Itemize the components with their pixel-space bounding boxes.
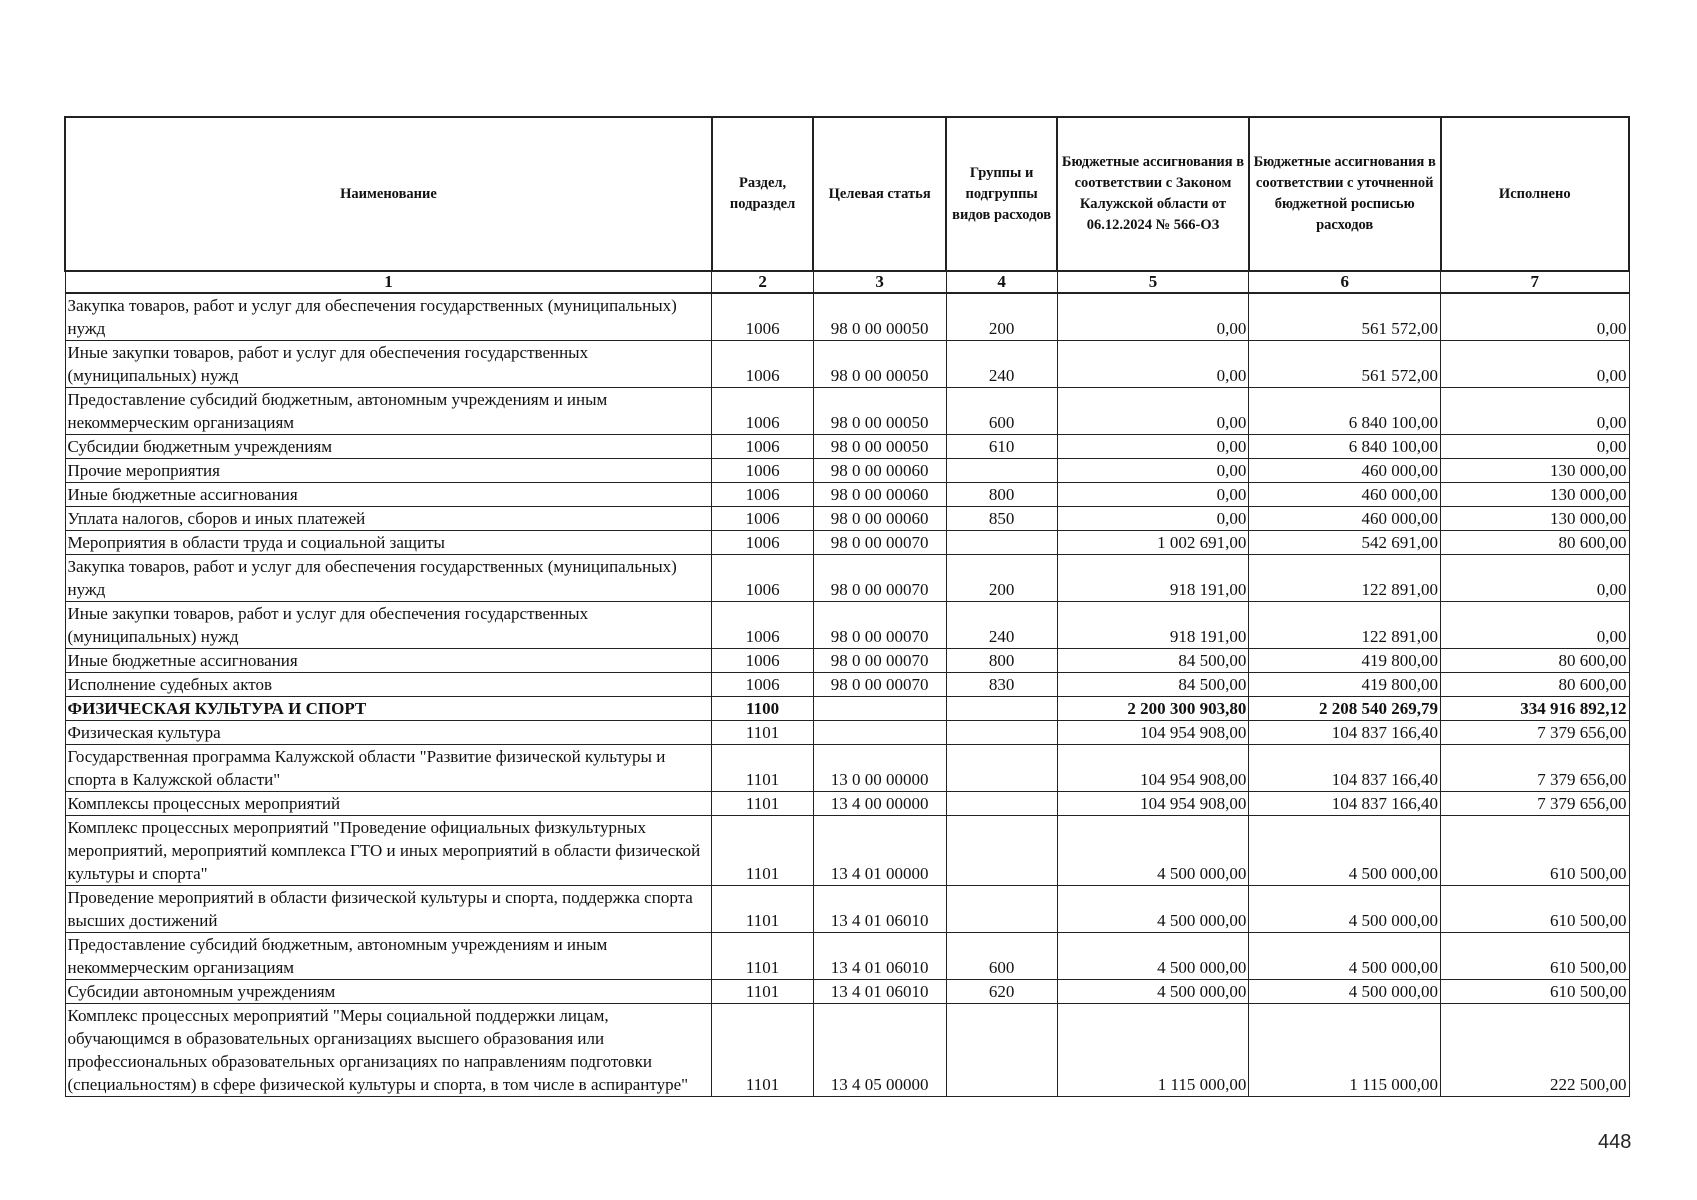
cell-executed-amount: 610 500,00: [1441, 933, 1629, 980]
cell-law-amount: 0,00: [1057, 293, 1249, 341]
cell-law-amount: 104 954 908,00: [1057, 721, 1249, 745]
cell-group: [946, 459, 1057, 483]
cell-executed-amount: 610 500,00: [1441, 816, 1629, 886]
table-row: [65, 673, 1629, 697]
cell-section: 1101: [712, 792, 813, 816]
cell-refined-amount: 4 500 000,00: [1249, 980, 1441, 1004]
header-executed: Исполнено: [1441, 117, 1629, 271]
cell-target: [813, 721, 946, 745]
table-row: [65, 697, 1629, 721]
cell-refined-amount: 2 208 540 269,79: [1249, 697, 1441, 721]
cell-section: 1101: [712, 933, 813, 980]
cell-name: Предоставление субсидий бюджетным, автономным учреждениям и иным некоммерческим организациям: [65, 933, 712, 980]
cell-target: 13 4 05 00000: [813, 1004, 946, 1097]
cell-section: 1101: [712, 886, 813, 933]
cell-group: 200: [946, 293, 1057, 341]
cell-target: 98 0 00 00060: [813, 483, 946, 507]
cell-section: 1006: [712, 388, 813, 435]
cell-executed-amount: 7 379 656,00: [1441, 721, 1629, 745]
table-row: [65, 341, 1629, 388]
cell-name: Исполнение судебных актов: [65, 673, 712, 697]
cell-executed-amount: 0,00: [1441, 341, 1629, 388]
table-row: [65, 933, 1629, 980]
cell-executed-amount: 130 000,00: [1441, 483, 1629, 507]
cell-section: 1006: [712, 293, 813, 341]
cell-law-amount: 918 191,00: [1057, 555, 1249, 602]
cell-law-amount: 4 500 000,00: [1057, 980, 1249, 1004]
cell-refined-amount: 104 837 166,40: [1249, 792, 1441, 816]
cell-group: [946, 531, 1057, 555]
column-number: 4: [946, 271, 1057, 293]
cell-refined-amount: 460 000,00: [1249, 483, 1441, 507]
cell-refined-amount: 104 837 166,40: [1249, 721, 1441, 745]
cell-target: 98 0 00 00050: [813, 341, 946, 388]
cell-name: Субсидии бюджетным учреждениям: [65, 435, 712, 459]
cell-law-amount: 1 002 691,00: [1057, 531, 1249, 555]
cell-target: 98 0 00 00050: [813, 293, 946, 341]
cell-law-amount: 2 200 300 903,80: [1057, 697, 1249, 721]
header-law: Бюджетные ассигнования в соответствии с Законом Калужской области от 06.12.2024 № 566-ОЗ: [1057, 117, 1249, 271]
cell-refined-amount: 4 500 000,00: [1249, 886, 1441, 933]
cell-section: 1101: [712, 816, 813, 886]
cell-refined-amount: 561 572,00: [1249, 341, 1441, 388]
column-number: 5: [1057, 271, 1249, 293]
column-number-row: [65, 271, 1629, 293]
cell-name: ФИЗИЧЕСКАЯ КУЛЬТУРА И СПОРТ: [65, 697, 712, 721]
cell-executed-amount: 80 600,00: [1441, 673, 1629, 697]
cell-section: 1101: [712, 980, 813, 1004]
cell-executed-amount: 0,00: [1441, 293, 1629, 341]
cell-executed-amount: 222 500,00: [1441, 1004, 1629, 1097]
cell-refined-amount: 6 840 100,00: [1249, 388, 1441, 435]
cell-target: 13 4 01 06010: [813, 886, 946, 933]
cell-refined-amount: 6 840 100,00: [1249, 435, 1441, 459]
cell-target: 98 0 00 00050: [813, 388, 946, 435]
cell-law-amount: 84 500,00: [1057, 649, 1249, 673]
cell-executed-amount: 80 600,00: [1441, 531, 1629, 555]
cell-law-amount: 4 500 000,00: [1057, 816, 1249, 886]
table-row: [65, 459, 1629, 483]
cell-refined-amount: 4 500 000,00: [1249, 816, 1441, 886]
cell-section: 1006: [712, 649, 813, 673]
cell-target: 98 0 00 00050: [813, 435, 946, 459]
cell-refined-amount: 561 572,00: [1249, 293, 1441, 341]
cell-target: 98 0 00 00070: [813, 531, 946, 555]
cell-section: 1100: [712, 697, 813, 721]
cell-target: 13 4 01 06010: [813, 980, 946, 1004]
cell-section: 1101: [712, 1004, 813, 1097]
header-groups: Группы и подгруппы видов расходов: [946, 117, 1057, 271]
cell-executed-amount: 130 000,00: [1441, 459, 1629, 483]
cell-name: Проведение мероприятий в области физической культуры и спорта, поддержка спорта высших достижений: [65, 886, 712, 933]
table-row: [65, 745, 1629, 792]
table-row: [65, 507, 1629, 531]
cell-refined-amount: 460 000,00: [1249, 459, 1441, 483]
cell-target: 98 0 00 00070: [813, 602, 946, 649]
cell-target: 13 4 00 00000: [813, 792, 946, 816]
cell-section: 1006: [712, 341, 813, 388]
table-row: [65, 816, 1629, 886]
table-row: [65, 649, 1629, 673]
header-row: [65, 117, 1629, 271]
cell-law-amount: 4 500 000,00: [1057, 933, 1249, 980]
cell-group: [946, 745, 1057, 792]
cell-executed-amount: 0,00: [1441, 388, 1629, 435]
cell-section: 1101: [712, 721, 813, 745]
cell-law-amount: 104 954 908,00: [1057, 792, 1249, 816]
cell-section: 1006: [712, 459, 813, 483]
cell-target: 13 4 01 06010: [813, 933, 946, 980]
cell-executed-amount: 610 500,00: [1441, 886, 1629, 933]
cell-section: 1006: [712, 555, 813, 602]
cell-refined-amount: 460 000,00: [1249, 507, 1441, 531]
budget-table: [64, 116, 1630, 1097]
cell-target: 13 4 01 00000: [813, 816, 946, 886]
cell-law-amount: 0,00: [1057, 435, 1249, 459]
cell-group: 200: [946, 555, 1057, 602]
cell-group: 800: [946, 649, 1057, 673]
table-row: [65, 435, 1629, 459]
cell-executed-amount: 80 600,00: [1441, 649, 1629, 673]
cell-section: 1006: [712, 673, 813, 697]
cell-section: 1101: [712, 745, 813, 792]
table-row: [65, 721, 1629, 745]
cell-executed-amount: 0,00: [1441, 435, 1629, 459]
cell-law-amount: 4 500 000,00: [1057, 886, 1249, 933]
cell-name: Физическая культура: [65, 721, 712, 745]
cell-name: Иные закупки товаров, работ и услуг для обеспечения государственных (муниципальных) нужд: [65, 602, 712, 649]
cell-target: 98 0 00 00070: [813, 649, 946, 673]
cell-name: Иные закупки товаров, работ и услуг для обеспечения государственных (муниципальных) нужд: [65, 341, 712, 388]
cell-section: 1006: [712, 483, 813, 507]
cell-law-amount: 84 500,00: [1057, 673, 1249, 697]
table-row: [65, 1004, 1629, 1097]
cell-refined-amount: 122 891,00: [1249, 602, 1441, 649]
cell-group: [946, 792, 1057, 816]
table-row: [65, 293, 1629, 341]
column-number: 7: [1441, 271, 1629, 293]
column-number: 2: [712, 271, 813, 293]
header-section: Раздел, подраздел: [712, 117, 813, 271]
cell-name: Предоставление субсидий бюджетным, автономным учреждениям и иным некоммерческим организациям: [65, 388, 712, 435]
table-row: [65, 886, 1629, 933]
table-row: [65, 980, 1629, 1004]
table-row: [65, 531, 1629, 555]
cell-law-amount: 0,00: [1057, 388, 1249, 435]
cell-group: 800: [946, 483, 1057, 507]
cell-name: Иные бюджетные ассигнования: [65, 649, 712, 673]
cell-target: 13 0 00 00000: [813, 745, 946, 792]
cell-group: [946, 816, 1057, 886]
cell-group: 610: [946, 435, 1057, 459]
cell-group: [946, 721, 1057, 745]
cell-refined-amount: 419 800,00: [1249, 649, 1441, 673]
column-number: 1: [65, 271, 712, 293]
cell-law-amount: 0,00: [1057, 507, 1249, 531]
table-body: [65, 293, 1629, 1097]
cell-executed-amount: 7 379 656,00: [1441, 745, 1629, 792]
cell-group: 620: [946, 980, 1057, 1004]
cell-refined-amount: 419 800,00: [1249, 673, 1441, 697]
cell-name: Мероприятия в области труда и социальной защиты: [65, 531, 712, 555]
cell-executed-amount: 130 000,00: [1441, 507, 1629, 531]
cell-group: [946, 697, 1057, 721]
cell-group: [946, 886, 1057, 933]
cell-target: 98 0 00 00060: [813, 507, 946, 531]
cell-law-amount: 918 191,00: [1057, 602, 1249, 649]
header-target: Целевая статья: [813, 117, 946, 271]
column-number: 3: [813, 271, 946, 293]
cell-section: 1006: [712, 602, 813, 649]
cell-refined-amount: 104 837 166,40: [1249, 745, 1441, 792]
cell-group: 600: [946, 388, 1057, 435]
cell-refined-amount: 542 691,00: [1249, 531, 1441, 555]
cell-name: Комплексы процессных мероприятий: [65, 792, 712, 816]
cell-refined-amount: 122 891,00: [1249, 555, 1441, 602]
cell-name: Закупка товаров, работ и услуг для обеспечения государственных (муниципальных) нужд: [65, 293, 712, 341]
cell-executed-amount: 610 500,00: [1441, 980, 1629, 1004]
column-number: 6: [1249, 271, 1441, 293]
cell-name: Прочие мероприятия: [65, 459, 712, 483]
header-name: Наименование: [65, 117, 712, 271]
cell-law-amount: 104 954 908,00: [1057, 745, 1249, 792]
cell-group: 240: [946, 602, 1057, 649]
cell-law-amount: 0,00: [1057, 483, 1249, 507]
table-row: [65, 602, 1629, 649]
cell-group: 850: [946, 507, 1057, 531]
cell-law-amount: 0,00: [1057, 459, 1249, 483]
table-row: [65, 792, 1629, 816]
cell-executed-amount: 0,00: [1441, 555, 1629, 602]
cell-name: Закупка товаров, работ и услуг для обеспечения государственных (муниципальных) нужд: [65, 555, 712, 602]
cell-name: Комплекс процессных мероприятий "Меры социальной поддержки лицам, обучающимся в образовательных организациях высшего образования или профессиональных образовательных организациях по направлениям подготовки (специальностям) в сфере физической культуры и спорта, в том числе в аспирантуре": [65, 1004, 712, 1097]
cell-name: Уплата налогов, сборов и иных платежей: [65, 507, 712, 531]
cell-name: Комплекс процессных мероприятий "Проведение официальных физкультурных мероприятий, мероприятий комплекса ГТО и иных мероприятий в области физической культуры и спорта": [65, 816, 712, 886]
cell-executed-amount: 0,00: [1441, 602, 1629, 649]
table-row: [65, 388, 1629, 435]
cell-group: 240: [946, 341, 1057, 388]
cell-target: 98 0 00 00060: [813, 459, 946, 483]
cell-group: 830: [946, 673, 1057, 697]
cell-group: [946, 1004, 1057, 1097]
cell-target: 98 0 00 00070: [813, 673, 946, 697]
table-row: [65, 483, 1629, 507]
cell-section: 1006: [712, 507, 813, 531]
page-number: 448: [1598, 1131, 1632, 1153]
cell-target: [813, 697, 946, 721]
cell-section: 1006: [712, 531, 813, 555]
cell-name: Государственная программа Калужской области "Развитие физической культуры и спорта в Калужской области": [65, 745, 712, 792]
cell-name: Иные бюджетные ассигнования: [65, 483, 712, 507]
cell-executed-amount: 7 379 656,00: [1441, 792, 1629, 816]
cell-refined-amount: 1 115 000,00: [1249, 1004, 1441, 1097]
cell-group: 600: [946, 933, 1057, 980]
cell-section: 1006: [712, 435, 813, 459]
table-row: [65, 555, 1629, 602]
cell-refined-amount: 4 500 000,00: [1249, 933, 1441, 980]
header-refined: Бюджетные ассигнования в соответствии с уточненной бюджетной росписью расходов: [1249, 117, 1441, 271]
cell-name: Субсидии автономным учреждениям: [65, 980, 712, 1004]
cell-law-amount: 1 115 000,00: [1057, 1004, 1249, 1097]
cell-executed-amount: 334 916 892,12: [1441, 697, 1629, 721]
cell-law-amount: 0,00: [1057, 341, 1249, 388]
cell-target: 98 0 00 00070: [813, 555, 946, 602]
